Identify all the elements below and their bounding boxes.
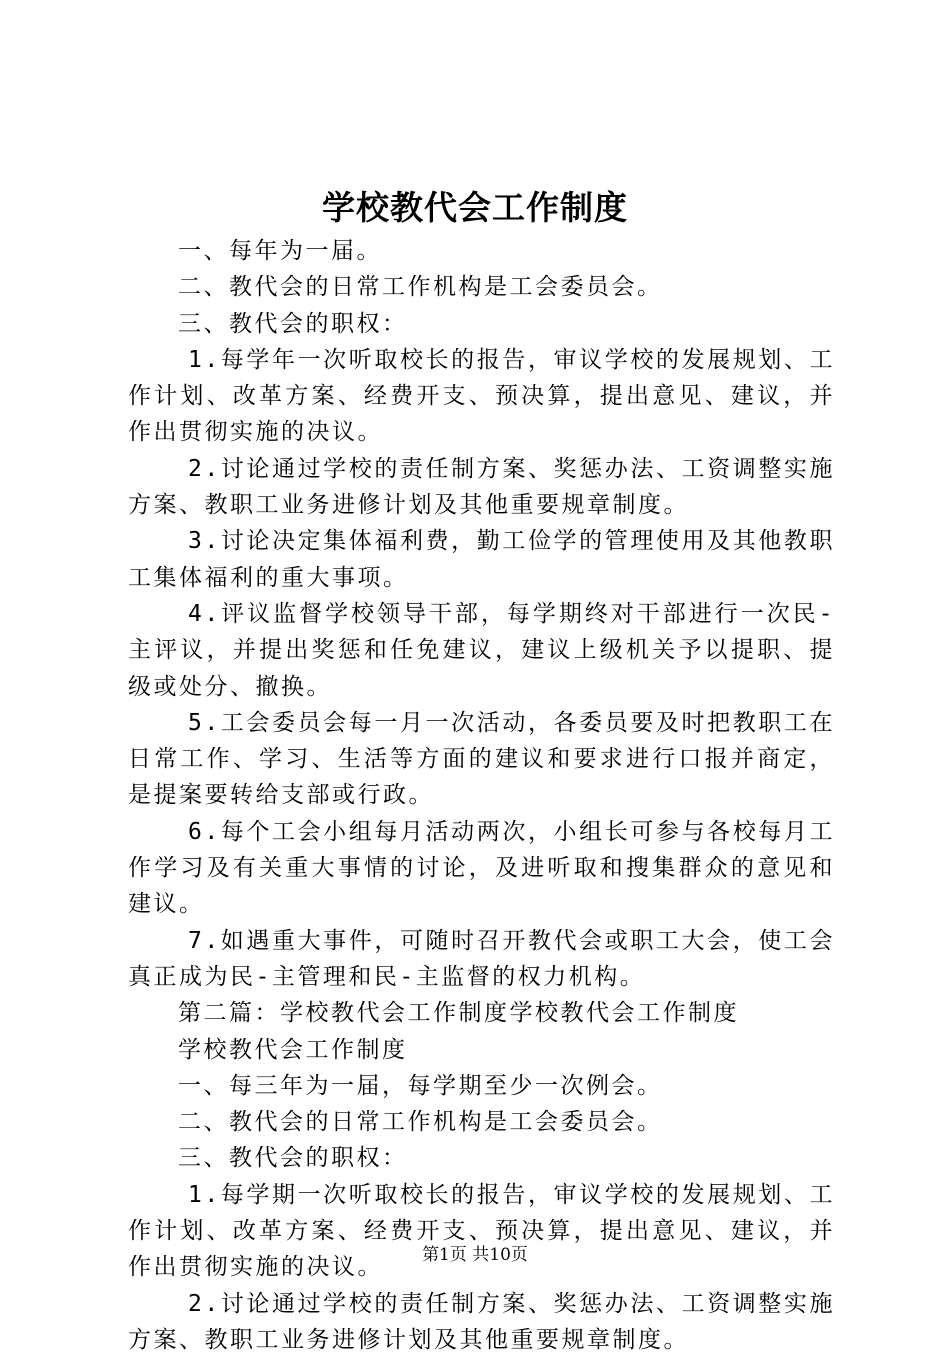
paragraph: 二、教代会的日常工作机构是工会委员会。 — [178, 274, 663, 301]
paragraph: 2.讨论通过学校的责任制方案、奖惩办法、工资调整实施方案、教职工业务进修计划及其他重要规章制度。 — [128, 1290, 835, 1353]
paragraph: 1.每学期一次听取校长的报告，审议学校的发展规划、工作计划、改革方案、经费开支、预决算，提出意见、建议，并作出贯彻实施的决议。 — [128, 1181, 835, 1281]
paragraph: 三、教代会的职权： — [178, 1145, 408, 1172]
paragraph: 二、教代会的日常工作机构是工会委员会。 — [178, 1109, 663, 1136]
document-title: 学校教代会工作制度 — [322, 188, 628, 227]
section-subtitle: 学校教代会工作制度 — [178, 1036, 408, 1063]
document-body — [128, 233, 835, 1358]
paragraph: 三、教代会的职权： — [178, 310, 408, 337]
paragraph: 4.评议监督学校领导干部，每学期终对干部进行一次民-主评议，并提出奖惩和任免建议，建议上级机关予以提职、提级或处分、撤换。 — [128, 600, 835, 700]
section-heading: 第二篇：学校教代会工作制度学校教代会工作制度 — [178, 1000, 739, 1027]
paragraph: 一、每三年为一届，每学期至少一次例会。 — [178, 1072, 663, 1099]
page-footer: 第1页 共10页 — [422, 1245, 528, 1265]
paragraph: 7.如遇重大事件，可随时召开教代会或职工大会，使工会真正成为民-主管理和民-主监督的权力机构。 — [128, 927, 835, 990]
paragraph: 6.每个工会小组每月活动两次，小组长可参与各校每月工作学习及有关重大事情的讨论，及进听取和搜集群众的意见和建议。 — [128, 818, 835, 918]
paragraph: 1.每学年一次听取校长的报告，审议学校的发展规划、工作计划、改革方案、经费开支、预决算，提出意见、建议，并作出贯彻实施的决议。 — [128, 346, 835, 446]
paragraph: 5.工会委员会每一月一次活动，各委员要及时把教职工在日常工作、学习、生活等方面的建议和要求进行口报并商定，是提案要转给支部或行政。 — [128, 709, 835, 809]
paragraph: 一、每年为一届。 — [178, 238, 382, 264]
paragraph: 2.讨论通过学校的责任制方案、奖惩办法、工资调整实施方案、教职工业务进修计划及其他重要规章制度。 — [128, 455, 835, 519]
paragraph: 3.讨论决定集体福利费，勤工俭学的管理使用及其他教职工集体福利的重大事项。 — [128, 528, 835, 591]
